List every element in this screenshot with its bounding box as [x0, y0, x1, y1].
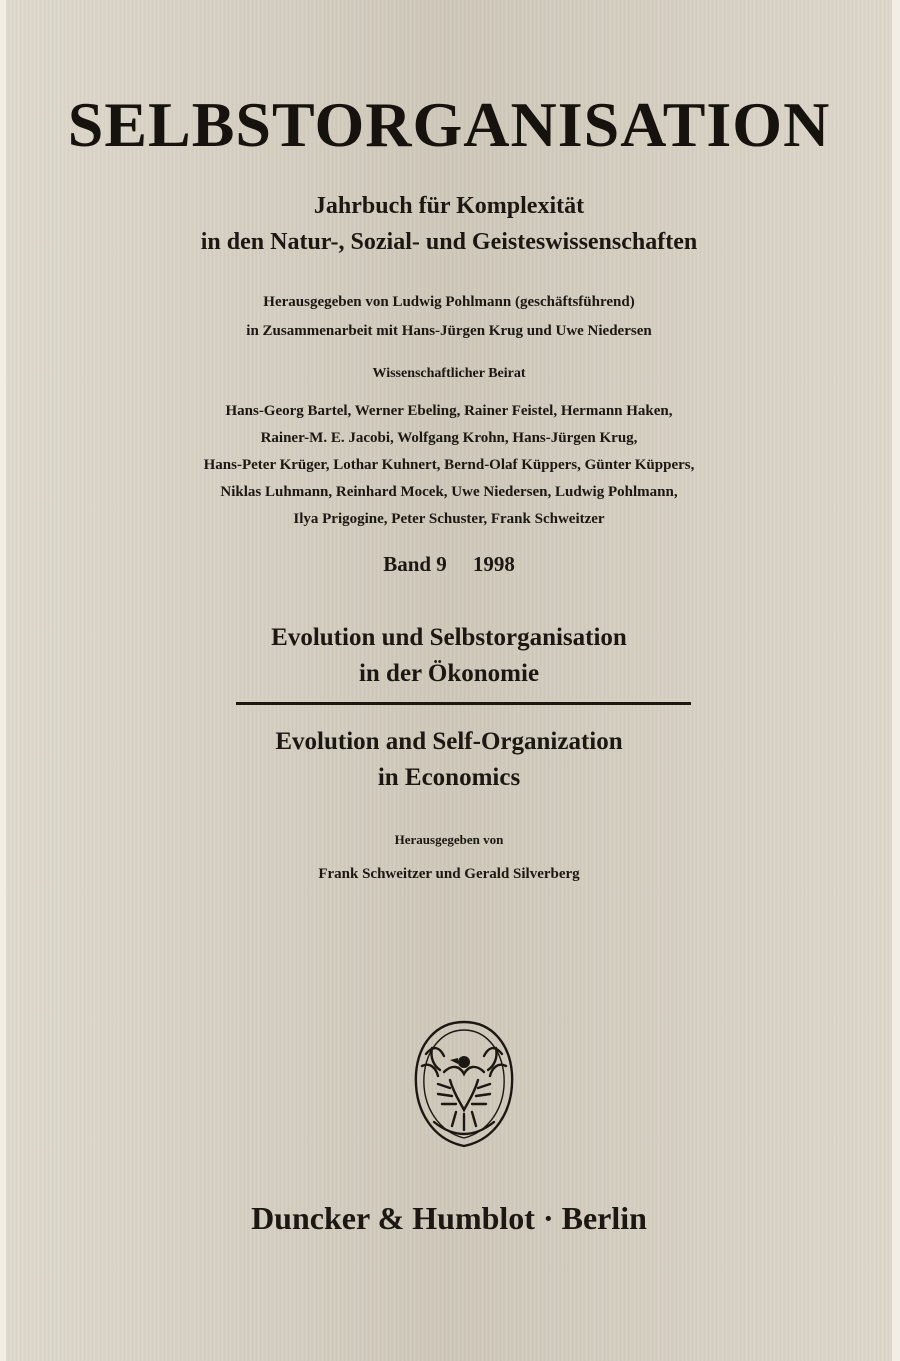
board-line: Ilya Prigogine, Peter Schuster, Frank Schweitzer [293, 511, 605, 527]
subtitle-line: in den Natur-, Sozial- und Geisteswissenschaften [200, 229, 698, 255]
board-line: Hans-Georg Bartel, Werner Ebeling, Rainer Feistel, Hermann Haken, [225, 403, 673, 419]
board-line: Niklas Luhmann, Reinhard Mocek, Uwe Niedersen, Ludwig Pohlmann, [220, 484, 678, 500]
series-subtitle [6, 188, 892, 260]
publisher-eagle-logo-icon [404, 1014, 524, 1154]
title-en-line: Evolution and Self-Organization [275, 728, 623, 755]
series-editors [6, 288, 892, 346]
title-en-line: in Economics [377, 764, 521, 791]
editors-line: in Zusammenarbeit mit Hans-Jürgen Krug und Uwe Niedersen [246, 323, 652, 339]
series-title: SELBSTORGANISATION [67, 89, 831, 160]
volume-editors-names: Frank Schweitzer und Gerald Silverberg [318, 866, 580, 882]
title-divider [236, 702, 691, 705]
title-de-line: Evolution und Selbstorganisation [271, 624, 627, 651]
volume-number: Band 9 [383, 552, 447, 576]
volume-editors-heading: Herausgegeben von [394, 832, 504, 847]
title-de-line: in der Ökonomie [358, 660, 540, 687]
board-line: Rainer-M. E. Jacobi, Wolfgang Krohn, Hans-Jürgen Krug, [260, 430, 638, 446]
volume-info [6, 552, 892, 577]
board-line: Hans-Peter Krüger, Lothar Kuhnert, Bernd-Olaf Küppers, Günter Küppers, [203, 457, 695, 473]
volume-year: 1998 [472, 552, 515, 576]
volume-title-english [6, 724, 892, 796]
subtitle-line: Jahrbuch für Komplexität [313, 193, 585, 219]
advisory-board-list [6, 398, 892, 533]
volume-title-german [6, 620, 892, 692]
editors-line: Herausgegeben von Ludwig Pohlmann (geschäftsführend) [263, 294, 635, 310]
publisher-name: Duncker & Humblot · Berlin [251, 1200, 647, 1236]
advisory-board-heading: Wissenschaftlicher Beirat [372, 366, 526, 381]
